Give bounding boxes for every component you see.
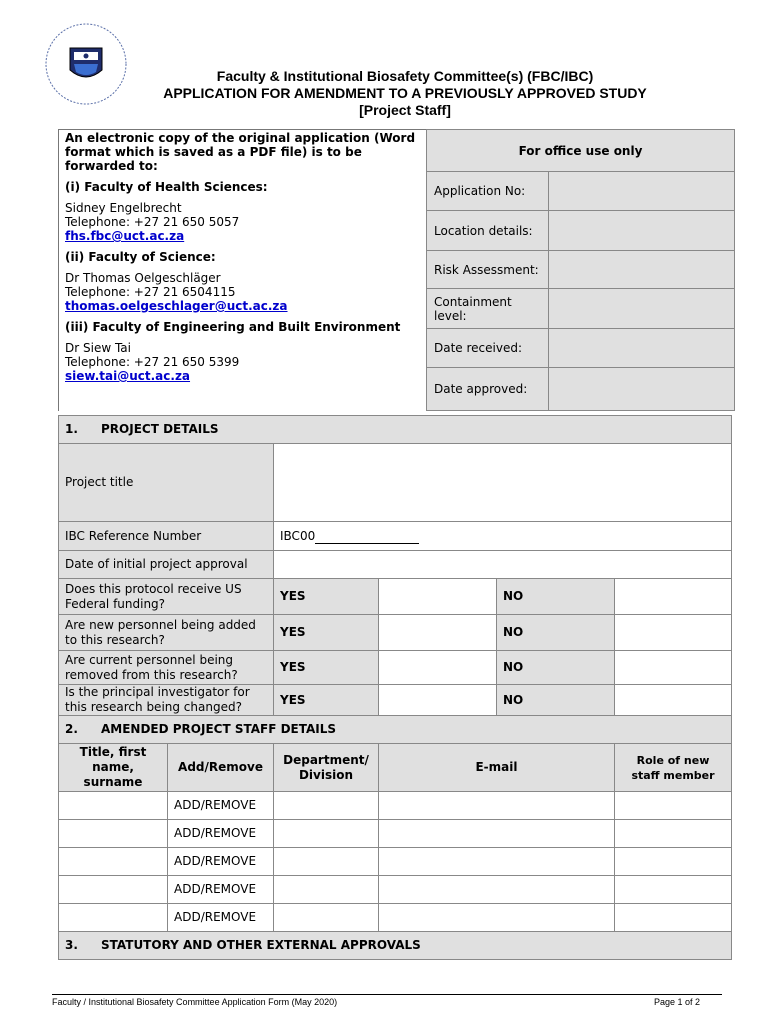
- email-field[interactable]: [379, 848, 615, 876]
- section-3-heading: 3. STATUTORY AND OTHER EXTERNAL APPROVALS: [59, 932, 732, 960]
- department-field[interactable]: [274, 904, 379, 932]
- table-row: [59, 904, 732, 932]
- no-label: NO: [497, 685, 615, 716]
- question-new-personnel: Are new personnel being added to this research?: [59, 615, 274, 651]
- office-label-date-approved: Date approved:: [427, 368, 549, 411]
- contact-name: Sidney Engelbrecht: [65, 201, 182, 215]
- application-form: [58, 415, 732, 960]
- title-line-2: APPLICATION FOR AMENDMENT TO A PREVIOUSLY APPROVED STUDY: [163, 85, 647, 101]
- email-field[interactable]: [379, 904, 615, 932]
- role-field[interactable]: [615, 904, 732, 932]
- add-remove-field[interactable]: ADD/REMOVE: [168, 848, 274, 876]
- question-pi-changed: Is the principal investigator for this research being changed?: [59, 685, 274, 716]
- role-field[interactable]: [615, 820, 732, 848]
- staff-name-field[interactable]: [59, 848, 168, 876]
- date-initial-approval-label: Date of initial project approval: [59, 551, 274, 579]
- staff-name-field[interactable]: [59, 904, 168, 932]
- table-row: [59, 848, 732, 876]
- no-label: NO: [497, 615, 615, 651]
- footer-form-name: Faculty / Institutional Biosafety Committee Application Form (May 2020): [52, 997, 338, 1007]
- yes-label: YES: [274, 651, 379, 685]
- no-checkbox[interactable]: [615, 579, 732, 615]
- staff-name-field[interactable]: [59, 792, 168, 820]
- add-remove-field[interactable]: ADD/REMOVE: [168, 792, 274, 820]
- yes-label: YES: [274, 615, 379, 651]
- office-label-location: Location details:: [427, 211, 549, 251]
- col-header-title-name: Title, first name, surname: [59, 744, 168, 792]
- role-field[interactable]: [615, 848, 732, 876]
- department-field[interactable]: [274, 820, 379, 848]
- office-field-location[interactable]: [549, 211, 735, 251]
- col-header-email: E-mail: [379, 744, 615, 792]
- add-remove-field[interactable]: ADD/REMOVE: [168, 876, 274, 904]
- email-field[interactable]: [379, 792, 615, 820]
- staff-name-field[interactable]: [59, 876, 168, 904]
- faculty-science-contact: [65, 271, 420, 313]
- staff-name-field[interactable]: [59, 820, 168, 848]
- office-label-application-no: Application No:: [427, 172, 549, 211]
- col-header-department: Department/Division: [274, 744, 379, 792]
- col-header-role: Role of new staff member: [615, 744, 732, 792]
- project-title-field[interactable]: [274, 444, 732, 522]
- title-line-3: [Project Staff]: [359, 102, 451, 118]
- faculty-engineering-contact: [65, 341, 420, 383]
- add-remove-field[interactable]: ADD/REMOVE: [168, 904, 274, 932]
- email-field[interactable]: [379, 820, 615, 848]
- office-field-application-no[interactable]: [549, 172, 735, 211]
- yes-checkbox[interactable]: [379, 685, 497, 716]
- faculty-science-heading: (ii) Faculty of Science:: [65, 250, 216, 264]
- email-field[interactable]: [379, 876, 615, 904]
- page-number: Page 1 of 2: [653, 997, 700, 1007]
- email-link-science[interactable]: thomas.oelgeschlager@uct.ac.za: [65, 299, 288, 313]
- page-footer: [52, 994, 722, 1007]
- yes-checkbox[interactable]: [379, 615, 497, 651]
- contact-phone: Telephone: +27 21 650 5399: [65, 355, 240, 369]
- contact-intro: An electronic copy of the original application (Word format which is saved as a PDF file) is to be forwarded to:: [65, 131, 416, 173]
- email-link-engineering[interactable]: siew.tai@uct.ac.za: [65, 369, 191, 383]
- contact-phone: Telephone: +27 21 650 5057: [65, 215, 240, 229]
- email-link-health[interactable]: fhs.fbc@uct.ac.za: [65, 229, 185, 243]
- contact-name: Dr Siew Tai: [65, 341, 131, 355]
- office-label-risk: Risk Assessment:: [427, 251, 549, 289]
- no-checkbox[interactable]: [615, 651, 732, 685]
- department-field[interactable]: [274, 848, 379, 876]
- document-title: [110, 68, 700, 119]
- question-us-funding: Does this protocol receive US Federal funding?: [59, 579, 274, 615]
- faculty-health-heading: (i) Faculty of Health Sciences:: [65, 180, 268, 194]
- role-field[interactable]: [615, 876, 732, 904]
- role-field[interactable]: [615, 792, 732, 820]
- no-checkbox[interactable]: [615, 615, 732, 651]
- yes-label: YES: [274, 685, 379, 716]
- table-row: [59, 820, 732, 848]
- no-label: NO: [497, 651, 615, 685]
- office-use-heading: For office use only: [427, 130, 735, 172]
- section-1-heading: 1. PROJECT DETAILS: [59, 416, 732, 444]
- no-label: NO: [497, 579, 615, 615]
- faculty-engineering-heading: (iii) Faculty of Engineering and Built Environment: [65, 320, 401, 334]
- office-field-date-received[interactable]: [549, 329, 735, 368]
- contact-name: Dr Thomas Oelgeschläger: [65, 271, 221, 285]
- ibc-ref-field[interactable]: IBC00: [274, 522, 732, 551]
- date-initial-approval-field[interactable]: [274, 551, 732, 579]
- ibc-ref-label: IBC Reference Number: [59, 522, 274, 551]
- faculty-health-contact: [65, 201, 420, 243]
- yes-checkbox[interactable]: [379, 579, 497, 615]
- office-field-date-approved[interactable]: [549, 368, 735, 411]
- yes-checkbox[interactable]: [379, 651, 497, 685]
- department-field[interactable]: [274, 876, 379, 904]
- office-field-containment[interactable]: [549, 289, 735, 329]
- yes-label: YES: [274, 579, 379, 615]
- contact-phone: Telephone: +27 21 6504115: [65, 285, 236, 299]
- office-label-date-received: Date received:: [427, 329, 549, 368]
- project-title-label: Project title: [59, 444, 274, 522]
- col-header-add-remove: Add/Remove: [168, 744, 274, 792]
- section-2-heading: 2. AMENDED PROJECT STAFF DETAILS: [59, 716, 732, 744]
- title-line-1: Faculty & Institutional Biosafety Committee(s) (FBC/IBC): [216, 68, 594, 84]
- department-field[interactable]: [274, 792, 379, 820]
- add-remove-field[interactable]: ADD/REMOVE: [168, 820, 274, 848]
- table-row: [59, 792, 732, 820]
- question-removed-personnel: Are current personnel being removed from this research?: [59, 651, 274, 685]
- office-field-risk[interactable]: [549, 251, 735, 289]
- office-label-containment: Containment level:: [427, 289, 549, 329]
- office-use-table: [426, 129, 735, 411]
- no-checkbox[interactable]: [615, 685, 732, 716]
- contact-info: [58, 129, 426, 411]
- table-row: [59, 876, 732, 904]
